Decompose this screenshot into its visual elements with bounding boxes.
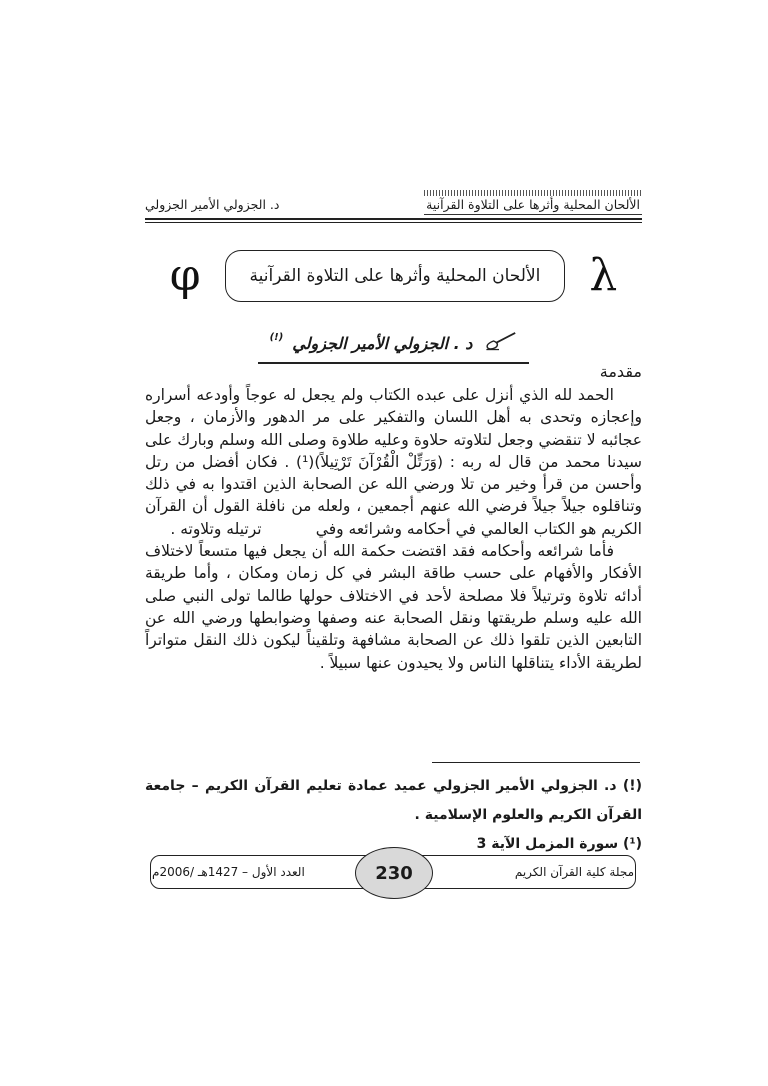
phi-symbol: φ — [169, 250, 201, 301]
header-double-rule — [145, 218, 642, 223]
paragraph: الحمد لله الذي أنزل على عبده الكتاب ولم يجعل له عوجاً وأودعه أسراره وإعجازه وتحدى به أهل اللسان والتفكير على مر الدهور والأزمان ، وجعل عجائبه لا تنقضي وجعل لتلاوته حلاوة وعليه طلاوة وصلى الله وسلم وبارك على سيدنا محمد من قال له ربه : (وَرَتِّلْ الْقُرْآنَ تَرْتِيلاً)(¹) . فكان أفضل من رتل وأحسن من قرأ وخير من تلا ورضي الله عن الصحابة الذين اقتدوا به في ذلك وتناقلوه جيلاً جيلاً فرضي الله عنهم أجمعين ، ولعله من نافلة القول أن القرآن الكريم هو الكتاب العالمي في أحكامه وشرائعه وفي ترتيله وتلاوته . — [145, 386, 643, 538]
page-header — [145, 190, 642, 223]
footnote-mark: (¹) — [623, 836, 642, 852]
body-text — [145, 384, 642, 674]
byline — [145, 331, 642, 364]
footnote-text: سورة المزمل الآية 3 — [476, 836, 619, 852]
article-title-box: الألحان المحلية وأثرها على التلاوة القرآنية — [225, 250, 566, 302]
dotted-rule-decoration — [424, 190, 642, 196]
byline-author-name: د . الجزولي الأمير الجزولي — [292, 333, 473, 353]
writing-hand-icon — [481, 331, 517, 355]
footnote-mark: (!) — [622, 778, 643, 794]
header-article-title: الألحان المحلية وأثرها على التلاوة القرآنية — [424, 197, 642, 215]
page-number-badge: 230 — [355, 847, 433, 899]
footnote-separator — [432, 762, 640, 763]
footer-issue-info: العدد الأول – 1427هـ /2006م — [152, 865, 305, 879]
byline-footnote-mark: (!) — [269, 331, 284, 343]
footer-journal-name: مجلة كلية القرآن الكريم — [514, 865, 634, 879]
header-author-name: د. الجزولي الأمير الجزولي — [145, 197, 280, 212]
footnotes — [145, 772, 642, 859]
footnote-item — [145, 772, 642, 830]
lambda-symbol: λ — [589, 250, 618, 301]
header-title-block — [424, 190, 642, 215]
paragraph: فأما شرائعه وأحكامه فقد اقتضت حكمة الله أن يجعل فيها متسعاً لاختلاف الأفكار والأفهام على حسب طاقة البشر في كل زمان ومكان ، وأما طريقة أدائه تلاوة وترتيلاً فلا مصلحة لأحد في الاختلاف حولها طالما تولى النبي صلى الله عليه وسلم طريقتها ونقل الصحابة عنه وصفها وضوابطها ورضي الله عن التابعين الذين تلقوا ذلك عن الصحابة مشافهة وتلقيناً ليكون ذلك النقل متواتراً لطريقة الأداء يتناقلها الناس ولا يحيدون عنها سبيلاً . — [145, 542, 642, 672]
title-block — [145, 250, 642, 302]
footnote-text: د. الجزولي الأمير الجزولي عميد عمادة تعليم القرآن الكريم – جامعة القرآن الكريم والعلوم الإسلامية . — [145, 778, 642, 823]
intro-heading: مقدمة — [599, 362, 642, 381]
